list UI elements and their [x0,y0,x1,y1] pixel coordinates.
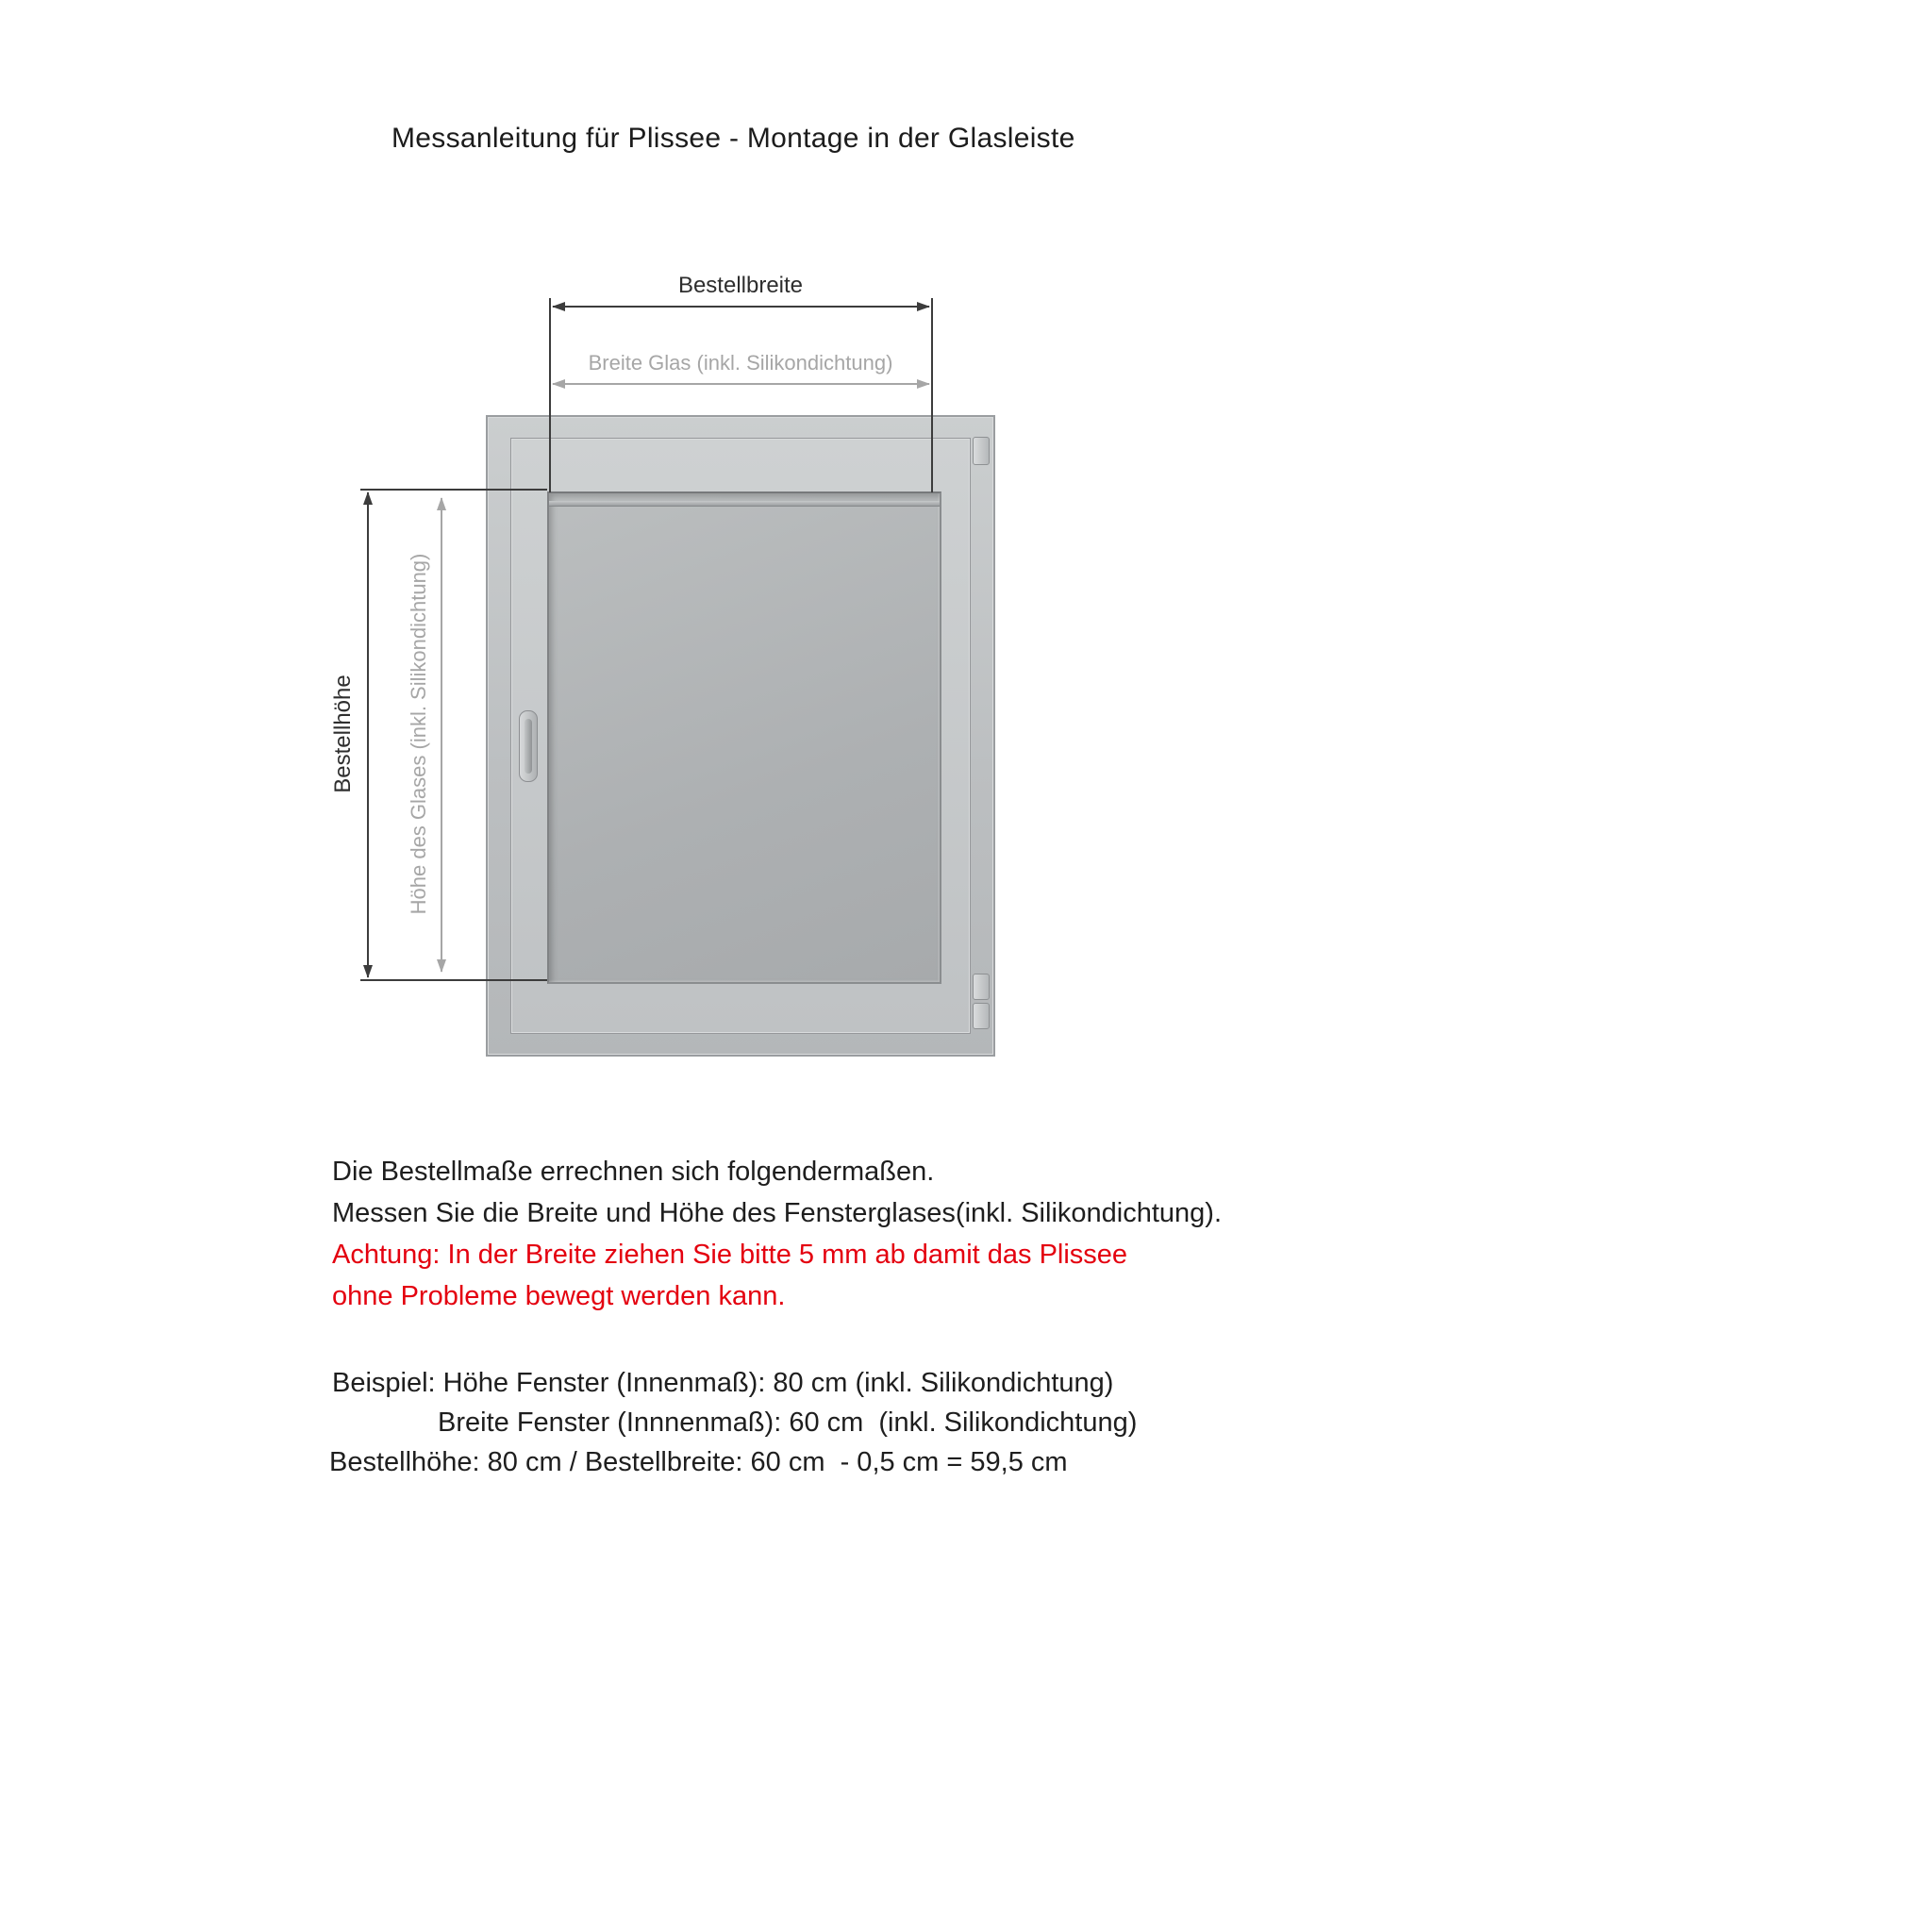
glass-height-label: Höhe des Glases (inkl. Silikondichtung) [407,553,430,915]
instruction-line-2: Messen Sie die Breite und Höhe des Fensterglases(inkl. Silikondichtung). [332,1198,1222,1228]
example-line-2: Breite Fenster (Innnenmaß): 60 cm (inkl. Silikondichtung) [438,1407,1138,1438]
example-line-1: Beispiel: Höhe Fenster (Innenmaß): 80 cm (inkl. Silikondichtung) [332,1368,1114,1398]
order-height-label: Bestellhöhe [330,675,356,793]
warning-line-1: Achtung: In der Breite ziehen Sie bitte 5 mm ab damit das Plissee [332,1240,1128,1270]
order-width-label: Bestellbreite [677,273,804,298]
page-title: Messanleitung für Plissee - Montage in der Glasleiste [391,123,1075,154]
glass-width-label: Breite Glas (inkl. Silikondichtung) [588,351,893,375]
example-line-3: Bestellhöhe: 80 cm / Bestellbreite: 60 cm - 0,5 cm = 59,5 cm [329,1447,1068,1477]
instruction-line-1: Die Bestellmaße errechnen sich folgendermaßen. [332,1157,935,1187]
warning-line-2: ohne Probleme bewegt werden kann. [332,1281,786,1311]
